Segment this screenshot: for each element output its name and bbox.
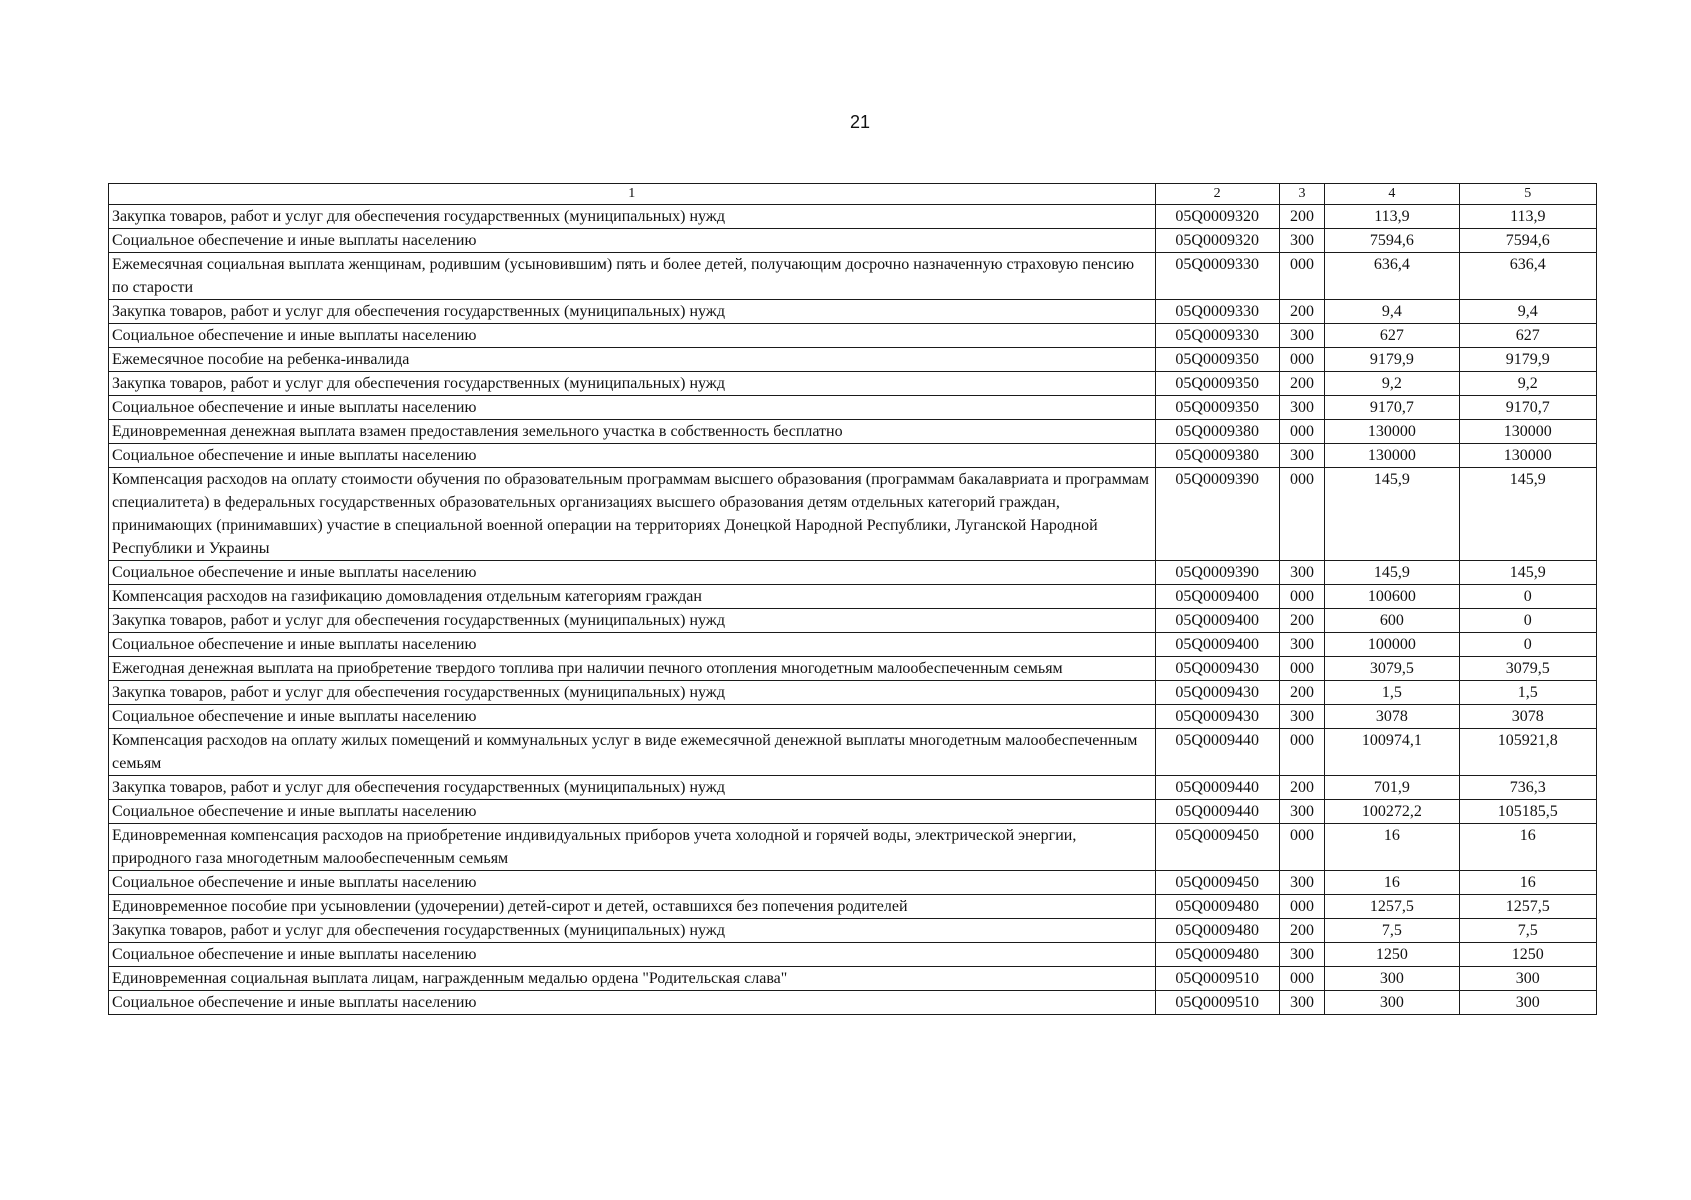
table-row	[109, 633, 1597, 657]
table-body	[109, 205, 1597, 1015]
target-code-cell: 05Q0009440	[1155, 729, 1279, 776]
amount-column-4-cell: 627	[1325, 324, 1459, 348]
amount-column-4-cell: 100272,2	[1325, 800, 1459, 824]
expense-type-cell: 000	[1279, 468, 1324, 561]
target-code-cell: 05Q0009380	[1155, 444, 1279, 468]
amount-column-5-cell: 9,2	[1459, 372, 1596, 396]
expense-type-cell: 300	[1279, 444, 1324, 468]
target-code-cell: 05Q0009330	[1155, 324, 1279, 348]
expense-name-cell: Социальное обеспечение и иные выплаты населению	[109, 633, 1156, 657]
table-row	[109, 919, 1597, 943]
table-row	[109, 348, 1597, 372]
expense-type-cell: 000	[1279, 967, 1324, 991]
expense-type-cell: 000	[1279, 729, 1324, 776]
table-row	[109, 943, 1597, 967]
amount-column-4-cell: 16	[1325, 871, 1459, 895]
column-header-5: 5	[1459, 184, 1596, 205]
table-row	[109, 967, 1597, 991]
target-code-cell: 05Q0009440	[1155, 776, 1279, 800]
table-row	[109, 705, 1597, 729]
expense-type-cell: 300	[1279, 633, 1324, 657]
amount-column-5-cell: 627	[1459, 324, 1596, 348]
table-row	[109, 895, 1597, 919]
expense-name-cell: Компенсация расходов на газификацию домовладения отдельным категориям граждан	[109, 585, 1156, 609]
amount-column-4-cell: 145,9	[1325, 468, 1459, 561]
expense-type-cell: 000	[1279, 420, 1324, 444]
amount-column-5-cell: 1257,5	[1459, 895, 1596, 919]
target-code-cell: 05Q0009390	[1155, 468, 1279, 561]
table-row	[109, 800, 1597, 824]
amount-column-5-cell: 0	[1459, 633, 1596, 657]
amount-column-5-cell: 300	[1459, 967, 1596, 991]
amount-column-4-cell: 9,4	[1325, 300, 1459, 324]
amount-column-5-cell: 7,5	[1459, 919, 1596, 943]
target-code-cell: 05Q0009320	[1155, 205, 1279, 229]
amount-column-5-cell: 300	[1459, 991, 1596, 1015]
expense-name-cell: Закупка товаров, работ и услуг для обеспечения государственных (муниципальных) нужд	[109, 776, 1156, 800]
amount-column-5-cell: 1,5	[1459, 681, 1596, 705]
target-code-cell: 05Q0009320	[1155, 229, 1279, 253]
table-row	[109, 229, 1597, 253]
expense-type-cell: 200	[1279, 372, 1324, 396]
amount-column-5-cell: 16	[1459, 824, 1596, 871]
expense-type-cell: 300	[1279, 396, 1324, 420]
expense-type-cell: 000	[1279, 253, 1324, 300]
amount-column-5-cell: 3079,5	[1459, 657, 1596, 681]
amount-column-4-cell: 130000	[1325, 420, 1459, 444]
table-row	[109, 561, 1597, 585]
amount-column-4-cell: 1,5	[1325, 681, 1459, 705]
amount-column-5-cell: 7594,6	[1459, 229, 1596, 253]
expense-type-cell: 200	[1279, 300, 1324, 324]
table-row	[109, 776, 1597, 800]
target-code-cell: 05Q0009430	[1155, 681, 1279, 705]
column-header-3: 3	[1279, 184, 1324, 205]
table-row	[109, 205, 1597, 229]
column-header-1: 1	[109, 184, 1156, 205]
amount-column-5-cell: 145,9	[1459, 561, 1596, 585]
expense-name-cell: Социальное обеспечение и иные выплаты населению	[109, 991, 1156, 1015]
table-row	[109, 871, 1597, 895]
expense-type-cell: 000	[1279, 585, 1324, 609]
table-row	[109, 420, 1597, 444]
expense-name-cell: Социальное обеспечение и иные выплаты населению	[109, 396, 1156, 420]
expense-name-cell: Компенсация расходов на оплату стоимости обучения по образовательным программам высшего образования (программам бакалавриата и программам специалитета) в федеральных государственных образовательных организациях высшего образования детям отдельных категорий граждан, принимающих (принимавших) участие в специальной военной операции на территориях Донецкой Народной Республики, Луганской Народной Республики и Украины	[109, 468, 1156, 561]
table-row	[109, 824, 1597, 871]
amount-column-4-cell: 113,9	[1325, 205, 1459, 229]
expense-type-cell: 300	[1279, 229, 1324, 253]
target-code-cell: 05Q0009510	[1155, 991, 1279, 1015]
amount-column-4-cell: 3078	[1325, 705, 1459, 729]
expense-name-cell: Социальное обеспечение и иные выплаты населению	[109, 229, 1156, 253]
amount-column-4-cell: 100974,1	[1325, 729, 1459, 776]
target-code-cell: 05Q0009440	[1155, 800, 1279, 824]
column-header-4: 4	[1325, 184, 1459, 205]
expense-type-cell: 300	[1279, 943, 1324, 967]
amount-column-5-cell: 105921,8	[1459, 729, 1596, 776]
target-code-cell: 05Q0009390	[1155, 561, 1279, 585]
expense-type-cell: 200	[1279, 919, 1324, 943]
amount-column-5-cell: 1250	[1459, 943, 1596, 967]
target-code-cell: 05Q0009350	[1155, 348, 1279, 372]
expense-type-cell: 200	[1279, 609, 1324, 633]
amount-column-4-cell: 16	[1325, 824, 1459, 871]
expense-name-cell: Закупка товаров, работ и услуг для обеспечения государственных (муниципальных) нужд	[109, 609, 1156, 633]
amount-column-5-cell: 0	[1459, 585, 1596, 609]
target-code-cell: 05Q0009380	[1155, 420, 1279, 444]
table-row	[109, 300, 1597, 324]
target-code-cell: 05Q0009350	[1155, 396, 1279, 420]
amount-column-4-cell: 9,2	[1325, 372, 1459, 396]
amount-column-4-cell: 1250	[1325, 943, 1459, 967]
amount-column-4-cell: 600	[1325, 609, 1459, 633]
expense-type-cell: 300	[1279, 991, 1324, 1015]
table-row	[109, 991, 1597, 1015]
expense-type-cell: 300	[1279, 705, 1324, 729]
table-row	[109, 681, 1597, 705]
amount-column-4-cell: 7594,6	[1325, 229, 1459, 253]
budget-table	[108, 183, 1597, 1015]
target-code-cell: 05Q0009400	[1155, 585, 1279, 609]
expense-type-cell: 200	[1279, 205, 1324, 229]
page-number: 21	[849, 112, 871, 132]
amount-column-5-cell: 736,3	[1459, 776, 1596, 800]
expense-name-cell: Компенсация расходов на оплату жилых помещений и коммунальных услуг в виде ежемесячной денежной выплаты многодетным малообеспеченным семьям	[109, 729, 1156, 776]
target-code-cell: 05Q0009330	[1155, 300, 1279, 324]
expense-name-cell: Единовременная компенсация расходов на приобретение индивидуальных приборов учета холодной и горячей воды, электрической энергии, природного газа многодетным малообеспеченным семьям	[109, 824, 1156, 871]
table-row	[109, 396, 1597, 420]
amount-column-5-cell: 9179,9	[1459, 348, 1596, 372]
table-row	[109, 372, 1597, 396]
target-code-cell: 05Q0009480	[1155, 895, 1279, 919]
expense-name-cell: Социальное обеспечение и иные выплаты населению	[109, 324, 1156, 348]
amount-column-4-cell: 7,5	[1325, 919, 1459, 943]
expense-name-cell: Закупка товаров, работ и услуг для обеспечения государственных (муниципальных) нужд	[109, 919, 1156, 943]
amount-column-5-cell: 9170,7	[1459, 396, 1596, 420]
amount-column-4-cell: 1257,5	[1325, 895, 1459, 919]
table-row	[109, 729, 1597, 776]
amount-column-4-cell: 636,4	[1325, 253, 1459, 300]
amount-column-5-cell: 0	[1459, 609, 1596, 633]
amount-column-4-cell: 300	[1325, 967, 1459, 991]
expense-name-cell: Социальное обеспечение и иные выплаты населению	[109, 444, 1156, 468]
expense-type-cell: 300	[1279, 324, 1324, 348]
amount-column-5-cell: 105185,5	[1459, 800, 1596, 824]
expense-type-cell: 300	[1279, 871, 1324, 895]
amount-column-4-cell: 701,9	[1325, 776, 1459, 800]
target-code-cell: 05Q0009480	[1155, 943, 1279, 967]
amount-column-5-cell: 16	[1459, 871, 1596, 895]
expense-type-cell: 000	[1279, 657, 1324, 681]
target-code-cell: 05Q0009350	[1155, 372, 1279, 396]
table-row	[109, 657, 1597, 681]
amount-column-4-cell: 130000	[1325, 444, 1459, 468]
target-code-cell: 05Q0009480	[1155, 919, 1279, 943]
table-row	[109, 468, 1597, 561]
expense-name-cell: Единовременная денежная выплата взамен предоставления земельного участка в собственность бесплатно	[109, 420, 1156, 444]
table-row	[109, 609, 1597, 633]
amount-column-5-cell: 3078	[1459, 705, 1596, 729]
target-code-cell: 05Q0009510	[1155, 967, 1279, 991]
amount-column-5-cell: 130000	[1459, 444, 1596, 468]
amount-column-4-cell: 300	[1325, 991, 1459, 1015]
target-code-cell: 05Q0009430	[1155, 705, 1279, 729]
target-code-cell: 05Q0009400	[1155, 633, 1279, 657]
target-code-cell: 05Q0009450	[1155, 871, 1279, 895]
expense-type-cell: 300	[1279, 800, 1324, 824]
expense-name-cell: Социальное обеспечение и иные выплаты населению	[109, 705, 1156, 729]
table-row	[109, 444, 1597, 468]
target-code-cell: 05Q0009450	[1155, 824, 1279, 871]
expense-type-cell: 300	[1279, 561, 1324, 585]
amount-column-4-cell: 100000	[1325, 633, 1459, 657]
expense-name-cell: Ежегодная денежная выплата на приобретение твердого топлива при наличии печного отопления многодетным малообеспеченным семьям	[109, 657, 1156, 681]
amount-column-5-cell: 145,9	[1459, 468, 1596, 561]
table-row	[109, 585, 1597, 609]
expense-name-cell: Единовременное пособие при усыновлении (удочерении) детей-сирот и детей, оставшихся без попечения родителей	[109, 895, 1156, 919]
column-header-2: 2	[1155, 184, 1279, 205]
target-code-cell: 05Q0009330	[1155, 253, 1279, 300]
amount-column-4-cell: 9170,7	[1325, 396, 1459, 420]
expense-name-cell: Закупка товаров, работ и услуг для обеспечения государственных (муниципальных) нужд	[109, 205, 1156, 229]
expense-name-cell: Единовременная социальная выплата лицам, награжденным медалью ордена "Родительская слава"	[109, 967, 1156, 991]
amount-column-5-cell: 636,4	[1459, 253, 1596, 300]
table-row	[109, 253, 1597, 300]
expense-type-cell: 200	[1279, 776, 1324, 800]
amount-column-5-cell: 9,4	[1459, 300, 1596, 324]
table-row	[109, 324, 1597, 348]
amount-column-4-cell: 9179,9	[1325, 348, 1459, 372]
expense-type-cell: 200	[1279, 681, 1324, 705]
target-code-cell: 05Q0009400	[1155, 609, 1279, 633]
expense-name-cell: Социальное обеспечение и иные выплаты населению	[109, 871, 1156, 895]
expense-type-cell: 000	[1279, 348, 1324, 372]
amount-column-5-cell: 130000	[1459, 420, 1596, 444]
expense-name-cell: Социальное обеспечение и иные выплаты населению	[109, 561, 1156, 585]
expense-name-cell: Закупка товаров, работ и услуг для обеспечения государственных (муниципальных) нужд	[109, 372, 1156, 396]
table-header-row	[109, 184, 1597, 205]
amount-column-4-cell: 145,9	[1325, 561, 1459, 585]
expense-name-cell: Закупка товаров, работ и услуг для обеспечения государственных (муниципальных) нужд	[109, 300, 1156, 324]
expense-name-cell: Социальное обеспечение и иные выплаты населению	[109, 800, 1156, 824]
expense-type-cell: 000	[1279, 895, 1324, 919]
expense-name-cell: Закупка товаров, работ и услуг для обеспечения государственных (муниципальных) нужд	[109, 681, 1156, 705]
amount-column-5-cell: 113,9	[1459, 205, 1596, 229]
expense-type-cell: 000	[1279, 824, 1324, 871]
expense-name-cell: Ежемесячная социальная выплата женщинам, родившим (усыновившим) пять и более детей, получающим досрочно назначенную страховую пенсию по старости	[109, 253, 1156, 300]
amount-column-4-cell: 100600	[1325, 585, 1459, 609]
expense-name-cell: Социальное обеспечение и иные выплаты населению	[109, 943, 1156, 967]
amount-column-4-cell: 3079,5	[1325, 657, 1459, 681]
target-code-cell: 05Q0009430	[1155, 657, 1279, 681]
expense-name-cell: Ежемесячное пособие на ребенка-инвалида	[109, 348, 1156, 372]
